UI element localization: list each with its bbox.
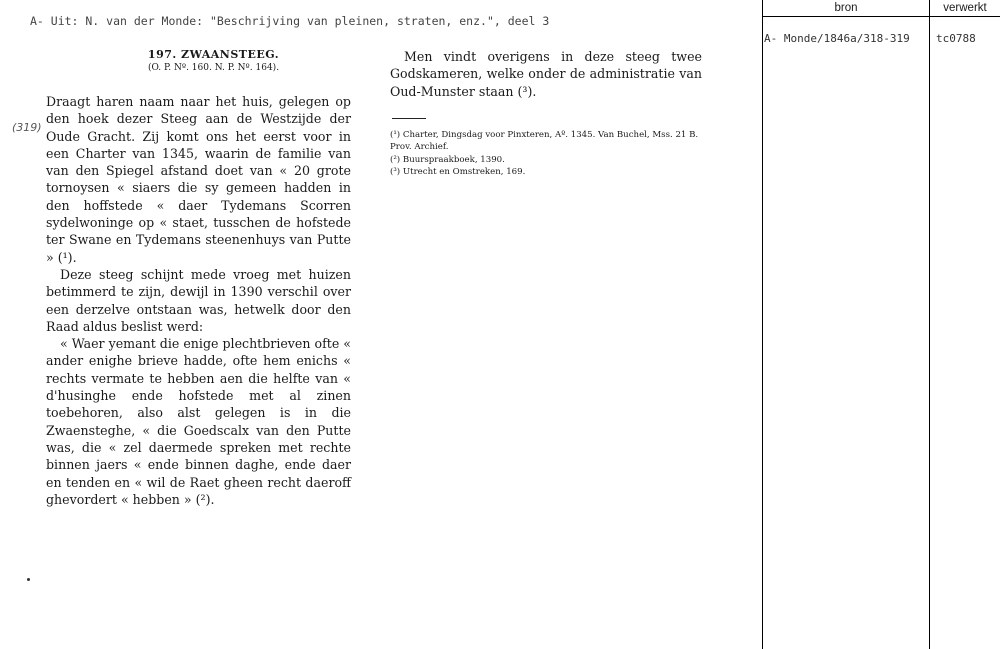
footnote-list [390, 129, 702, 179]
source-line: A- Uit: N. van der Monde: "Beschrijving van pleinen, straten, enz.", deel 3 [30, 14, 550, 28]
left-column [46, 48, 351, 508]
cell-bron: A- Monde/1846a/318-319 [764, 32, 910, 45]
footnote-rule [392, 118, 426, 119]
article-heading: 197. ZWAANSTEEG. [147, 48, 280, 61]
header-bron: bron [834, 2, 858, 14]
table-left-border [762, 0, 763, 649]
quote-paragraph: « Waer yemant die enige plechtbrieven ofte « ander enighe brieve hadde, ofte hem enichs « rechts vermate te hebben aen die helfte van « d'husinghe ende hofstede met al zinen toebehoren, also alst gelegen is in die Zwaensteghe, « die Goedscalx van den Putte was, die « zel daermede spreken met rechte binnen jaers « ende binnen daghe, ende daer en tenden en « wil de Raet gheen recht daeroff ghevordert « hebben » (²). [46, 336, 351, 507]
stray-dot [27, 578, 30, 581]
footnote-1: (¹) Charter, Dingsdag voor Pinxteren, Aº. 1345. Van Buchel, Mss. 21 B. Prov. Archief. [390, 129, 699, 153]
footnote-3: (³) Utrecht en Omstreken, 169. [390, 167, 526, 178]
header-verwerkt: verwerkt [943, 2, 987, 14]
footnote-2: (²) Buurspraakboek, 1390. [390, 154, 505, 165]
table-header-divider [762, 16, 1000, 17]
table-col-divider [929, 0, 930, 649]
right-column [390, 48, 702, 179]
right-paragraph: Men vindt overigens in deze steeg twee Godskameren, welke onder de administratie van Oud-Munster staan (³). [390, 49, 702, 99]
article-subheading: (O. P. Nº. 160. N. P. Nº. 164). [147, 63, 280, 73]
margin-note: (319) [12, 121, 42, 134]
cell-verwerkt: tc0788 [936, 32, 976, 45]
paragraph-2: Deze steeg schijnt mede vroeg met huizen betimmerd te zijn, dewijl in 1390 verschil over een derzelve ontstaan was, hetwelk door den Raad aldus beslist werd: [46, 266, 351, 334]
paragraph-1: Draagt haren naam naar het huis, gelegen op den hoek dezer Steeg aan de Westzijde der Oude Gracht. Zij komt ons het eerst voor in een Charter van 1345, waarin de familie van van den Spiegel afstand doet van « 20 grote tornoysen « siaers die sy gemeen hadden in den hoffstede « daer Tydemans Scorren sydelwoninge op « staet, tusschen de hofstede ter Swane en Tydemans steenenhuys van Putte » (¹). [46, 94, 351, 265]
